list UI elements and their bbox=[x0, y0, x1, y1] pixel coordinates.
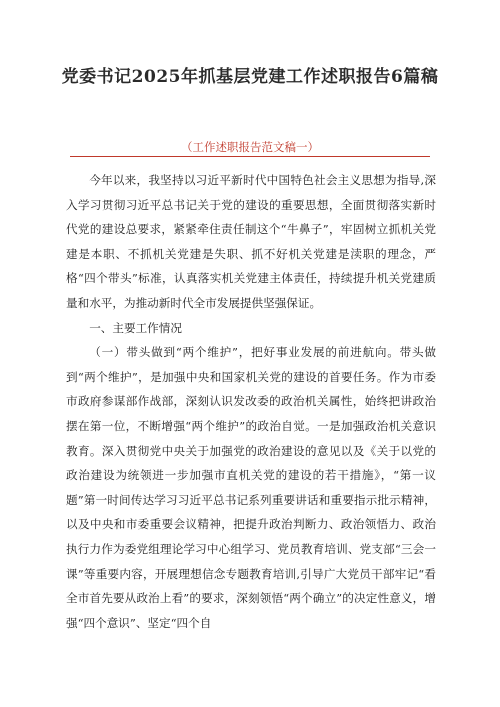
paragraph-section-1: （一）带头做到“两个维护”，把好事业发展的前进航向。带头做到“两个维护”，是加强中央和国家机关党的建设的首要任务。作为市委市政府参谋部作战部，深刻认识发改委的政治机关属性，始终把讲政治摆在第一位，不断增强“两个维护”的政治自觉。一是加强政治机关意识教育。深入贯彻党中央关于加强党的政治建设的意见以及《关于以党的政治建设为统领进一步加强市直机关党的建设的若干措施》，“第一议题”第一时间传达学习习近平总书记系列重要讲话和重要指示批示精神，以及中央和市委重要会议精神，把提升政治判断力、政治领悟力、政治执行力作为委党组理论学习中心组学习、党员教育培训、党支部“三会一课”等重要内容，开展理想信念专题教育培训,引导广大党员干部牢记“看全市首先要从政治上看”的要求，深刻领悟“两个确立”的决定性意义，增强“四个意识”、坚定“四个自 bbox=[66, 345, 436, 630]
paragraph-intro: 今年以来，我坚持以习近平新时代中国特色社会主义思想为指导,深入学习贯彻习近平总书记关于党的建设的重要思想，全面贯彻落实新时代党的建设总要求，紧紧牵住责任制这个“牛鼻子”，牢固树立抓机关党建是本职、不抓机关党建是失职、抓不好机关党建是渎职的理念，严格“四个带头”标准，认真落实机关党建主体责任，持续提升机关党建质量和水平，为推动新时代全市发展提供坚强保证。 bbox=[66, 173, 436, 310]
document-subtitle: （工作述职报告范文稿一） bbox=[181, 140, 319, 154]
document-title: 党委书记2025年抓基层党建工作述职报告6篇稿 bbox=[61, 67, 439, 87]
subtitle-divider bbox=[70, 156, 430, 157]
document-body bbox=[66, 168, 436, 635]
section-heading: 一、主要工作情况 bbox=[89, 320, 182, 335]
